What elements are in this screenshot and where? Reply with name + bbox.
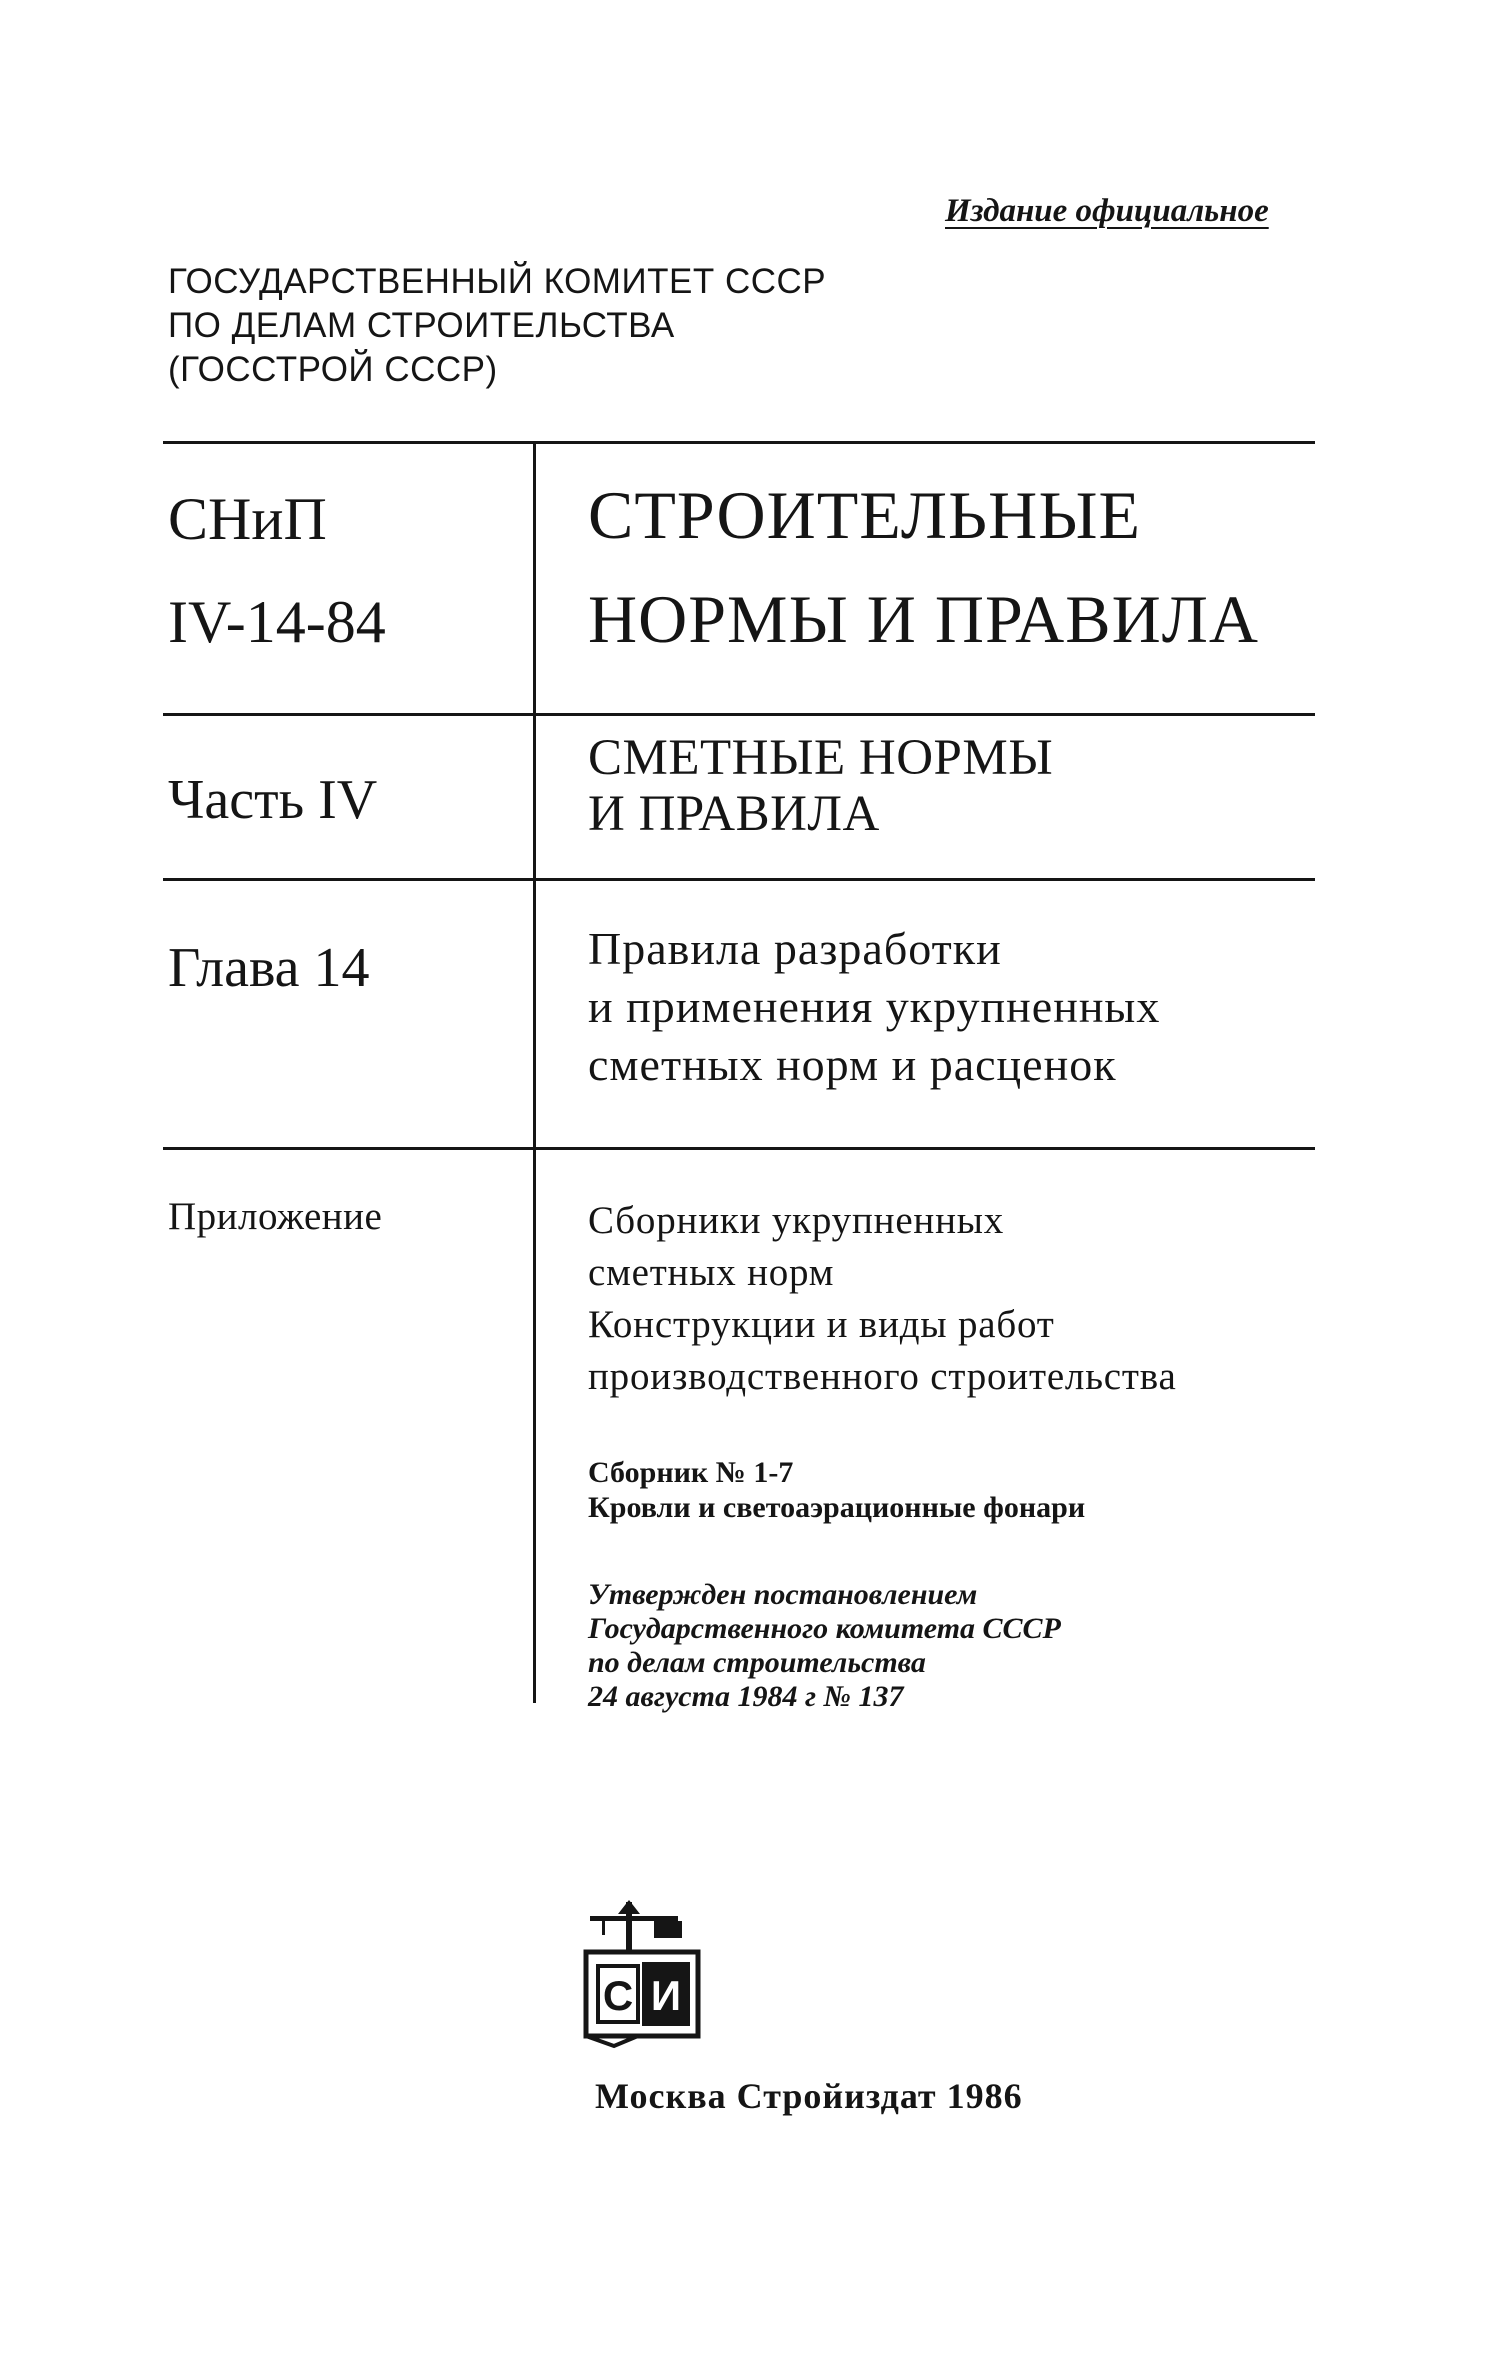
divider-part xyxy=(163,713,1315,716)
divider-top xyxy=(163,441,1315,444)
approval-line-4: 24 августа 1984 г № 137 xyxy=(588,1680,904,1713)
appendix-line-4: производственного строительства xyxy=(588,1355,1177,1398)
chapter-title-line-3: сметных норм и расценок xyxy=(588,1039,1117,1090)
chapter-title-line-1: Правила разработки xyxy=(588,923,1002,974)
approval-line-3: по делам строительства xyxy=(588,1646,926,1679)
chapter-label: Глава 14 xyxy=(168,937,370,999)
main-title-line-2: НОРМЫ И ПРАВИЛА xyxy=(588,581,1259,657)
committee-line-3: (ГОССТРОЙ СССР) xyxy=(168,350,498,389)
collection-number: Сборник № 1-7 xyxy=(588,1456,794,1489)
part-label: Часть IV xyxy=(168,769,378,831)
committee-block xyxy=(168,260,826,392)
appendix-label: Приложение xyxy=(168,1195,383,1238)
main-title xyxy=(588,470,1259,664)
svg-text:С: С xyxy=(602,1972,634,2019)
svg-text:И: И xyxy=(650,1972,682,2019)
approval-block xyxy=(588,1578,1061,1714)
appendix-line-1: Сборники укрупненных xyxy=(588,1199,1005,1242)
part-title xyxy=(588,730,1053,842)
collection-title: Кровли и светоаэрационные фонари xyxy=(588,1491,1086,1524)
approval-line-2: Государственного комитета СССР xyxy=(588,1612,1061,1645)
committee-line-2: ПО ДЕЛАМ СТРОИТЕЛЬСТВА xyxy=(168,306,675,345)
edition-note: Издание официальное xyxy=(945,193,1269,229)
approval-line-1: Утвержден постановлением xyxy=(588,1578,978,1611)
appendix-title xyxy=(588,1195,1177,1403)
appendix-line-2: сметных норм xyxy=(588,1251,835,1294)
appendix-line-3: Конструкции и виды работ xyxy=(588,1303,1055,1346)
code-label: СНиП xyxy=(168,486,327,552)
code-number: IV-14-84 xyxy=(168,589,386,655)
main-title-line-1: СТРОИТЕЛЬНЫЕ xyxy=(588,477,1142,553)
chapter-title-line-2: и применения укрупненных xyxy=(588,981,1161,1032)
imprint: Москва Стройиздат 1986 xyxy=(595,2076,1023,2116)
divider-appendix xyxy=(163,1147,1315,1150)
collection-block xyxy=(588,1455,1085,1525)
chapter-title xyxy=(588,920,1160,1094)
column-divider xyxy=(533,441,536,1703)
divider-chapter xyxy=(163,878,1315,881)
committee-line-1: ГОСУДАРСТВЕННЫЙ КОМИТЕТ СССР xyxy=(168,262,827,301)
part-title-line-2: И ПРАВИЛА xyxy=(588,786,880,842)
stroyizdat-logo-icon xyxy=(578,1900,708,2055)
part-title-line-1: СМЕТНЫЕ НОРМЫ xyxy=(588,730,1054,786)
